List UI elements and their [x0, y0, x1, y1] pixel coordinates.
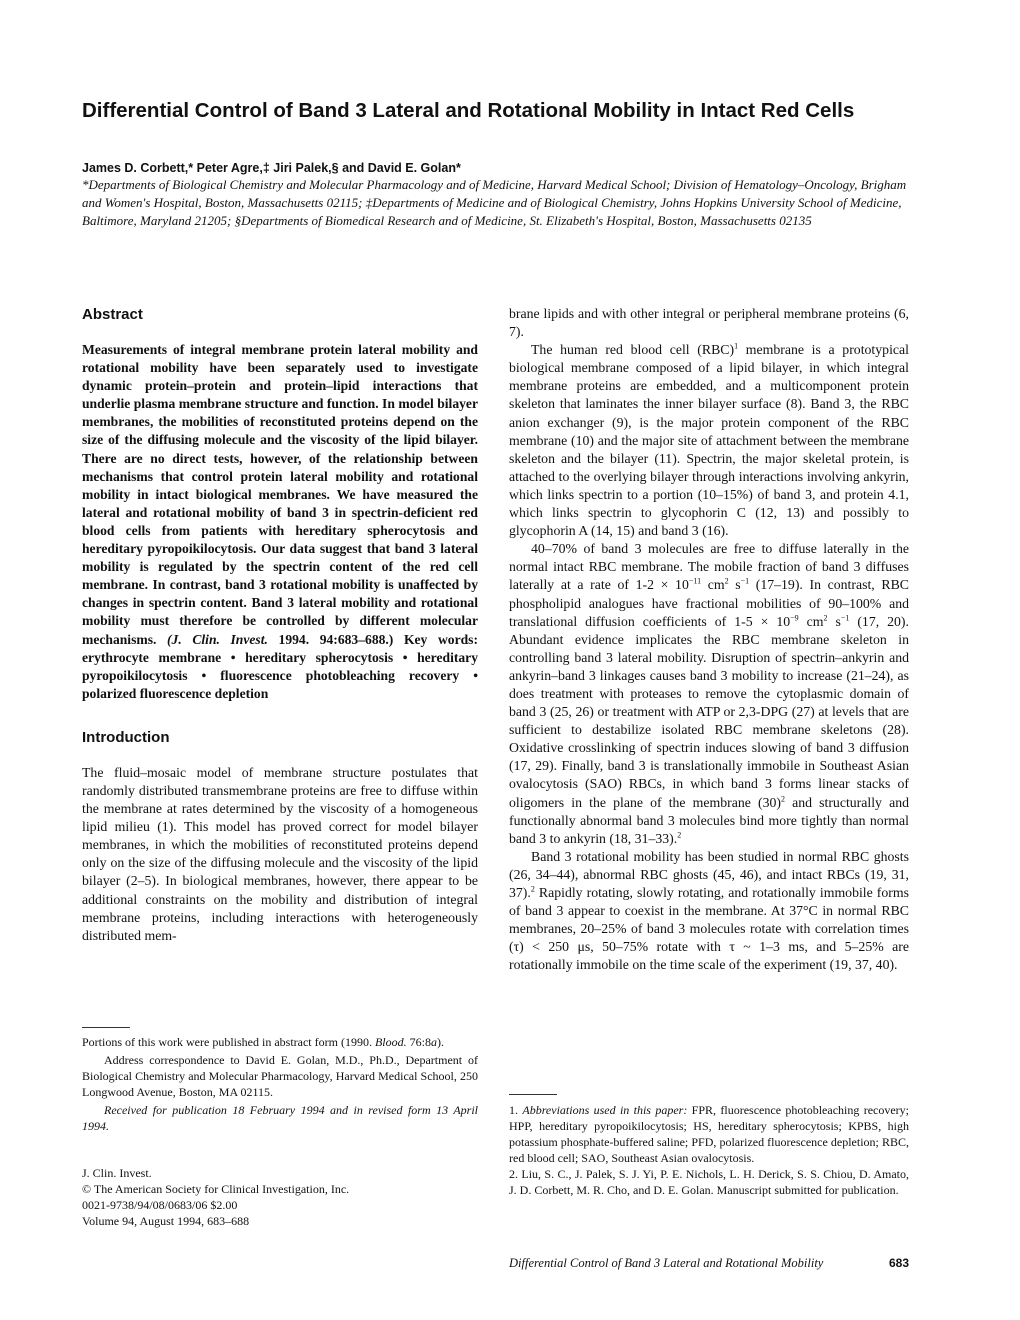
article-title: Differential Control of Band 3 Lateral and Rotational Mobility in Intact Red Cells: [82, 99, 855, 122]
abstract-text: [82, 341, 478, 703]
affiliations: *Departments of Biological Chemistry and Molecular Pharmacology and of Medicine, Harvard Medical School; Division of Hematology–Oncology, Brigham and Women's Hospital, Boston, Massachusetts 02115; ‡Departments of Medicine and of Biological Chemistry, Johns Hopkins University School of Medicine, Baltimore, Maryland 21205; §Departments of Biomedical Research and of Medicine, St. Elizabeth's Hospital, Boston, Massachusetts 02135: [82, 177, 907, 228]
issn-line: 0021-9738/94/08/0683/06 $2.00: [82, 1198, 238, 1212]
footnote-divider: [509, 1094, 557, 1095]
intro-paragraph: The fluid–mosaic model of membrane structure postulates that randomly distributed transmembrane proteins are free to diffuse within the membrane at rates determined by the viscosity of a homogeneous lipid milieu (1). This model has proved correct for model bilayer membranes, in which the mobilities of reconstituted proteins depend only on the size of the diffusing molecule and the viscosity of the lipid bilayer (2–5). In biological membranes, however, there appear to be additional constraints on the mobility and distribution of integral membrane proteins, including interactions with heterogeneously distributed mem-: [82, 764, 478, 943]
correspondence-note: Address correspondence to David E. Golan, M.D., Ph.D., Department of Biological Chemistry and Molecular Pharmacology, Harvard Medical School, 250 Longwood Avenue, Boston, MA 02115.: [82, 1053, 478, 1099]
volume-line: Volume 94, August 1994, 683–688: [82, 1214, 250, 1228]
rbc-membrane-paragraph: The human red blood cell (RBC)$^1$ membrane is a prototypical biological membrane composed of a lipid bilayer, in which integral membrane proteins are embedded, and a multicomponent protein skeleton that laminates the inner bilayer surface (8). Band 3, the RBC anion exchanger (9), is the major protein component of the RBC membrane (10) and the major site of attachment between the membrane skeleton and the bilayer (11). Spectrin, the major skeletal protein, is attached to the overlying bilayer through interactions involving ankyrin, which links spectrin to a portion (10–15%) of band 3, and protein 4.1, which links spectrin to glycophorin C (12, 13) and possibly to glycophorin A (14, 15) and band 3 (16).: [509, 341, 909, 539]
author-list: James D. Corbett,* Peter Agre,‡ Jiri Palek,§ and David E. Golan*: [82, 161, 461, 175]
abstract-citation-journal: (J. Clin. Invest.: [167, 631, 268, 647]
left-column: [82, 300, 478, 945]
left-footnotes: [82, 1027, 478, 1136]
abstract-heading: Abstract: [82, 306, 143, 323]
rotational-mobility-paragraph: Band 3 rotational mobility has been studied in normal RBC ghosts (26, 34–44), abnormal RBC ghosts (45, 46), and intact RBCs (19, 31, 37).$^2$ Rapidly rotating, slowly rotating, and rotationally immobile forms of band 3 appear to coexist in the membrane. At 37°C in normal RBC membranes, 20–25% of band 3 molecules rotate with correlation times (τ) < 250 μs, 50–75% rotate with τ ~ 1–3 ms, and 5–25% are rotationally immobile on the time scale of the experiment (19, 37, 40).: [509, 848, 909, 973]
copyright-line: © The American Society for Clinical Investigation, Inc.: [82, 1182, 350, 1196]
right-column: [509, 305, 909, 974]
footnote-manuscript: 2. Liu, S. C., J. Palek, S. J. Yi, P. E. Nichols, L. H. Derick, S. S. Chiou, D. Amato, J. D. Corbett, M. R. Cho, and D. E. Golan. Manuscript submitted for publication.: [509, 1167, 909, 1197]
right-footnotes: [509, 1094, 909, 1198]
abstract-keywords: Key words: erythrocyte membrane • hereditary spherocytosis • hereditary pyropoikilocytosis • fluorescence photobleaching recovery • polarized fluorescence depletion: [82, 631, 478, 701]
footnote-abbreviations: 1. Abbreviations used in this paper: FPR, fluorescence photobleaching recovery; HPP, hereditary pyropoikilocytosis; HS, hereditary spherocytosis; KPBS, high potassium phosphate-buffered saline; PFD, polarized fluorescence depletion; RBC, red blood cell; SAO, Southeast Asian ovalocytosis.: [509, 1103, 910, 1165]
journal-info: [82, 1165, 349, 1229]
footnote-divider: [82, 1027, 130, 1028]
abstract-body: Measurements of integral membrane protein lateral mobility and rotational mobility have been separately used to investigate dynamic protein–protein and protein–lipid interactions that underlie plasma membrane structure and function. In model bilayer membranes, the mobilities of reconstituted proteins depend on the size of the diffusing molecule and the viscosity of the lipid bilayer. There are no direct tests, however, of the relationship between mechanisms that control protein lateral mobility and rotational mobility in intact biological membranes. We have measured the lateral and rotational mobility of band 3 in spectrin-deficient red blood cells from patients with hereditary spherocytosis and hereditary pyropoikilocytosis. Our data suggest that band 3 lateral mobility is regulated by the spectrin content of the red cell membrane. In contrast, band 3 rotational mobility is unaffected by changes in spectrin content. Band 3 lateral mobility and rotational mobility must therefore be controlled by different molecular mechanisms.: [82, 342, 478, 647]
received-note: Received for publication 18 February 1994 and in revised form 13 April 1994.: [82, 1103, 478, 1133]
running-title: Differential Control of Band 3 Lateral and Rotational Mobility: [509, 1256, 824, 1270]
abstract-note: Portions of this work were published in abstract form (1990. Blood. 76:8a).: [82, 1035, 444, 1049]
abstract-citation-volume: 1994. 94:683–688.): [278, 631, 394, 647]
page-number: 683: [888, 1256, 909, 1270]
introduction-heading: Introduction: [82, 728, 170, 746]
lateral-mobility-paragraph: 40–70% of band 3 molecules are free to diffuse laterally in the normal intact RBC membrane. The mobile fraction of band 3 diffuses laterally at a rate of $1-2 \times 10^{-11}$ $cm^2$ $s^{-1}$ (17–19). In contrast, RBC phospholipid analogues have fractional mobilities of 90–100% and translational diffusion coefficients of $1-5 \times 10^{-9}$ $cm^2$ $s^{-1}$ (17, 20). Abundant evidence implicates the RBC membrane skeleton in controlling band 3 lateral mobility. Disruption of spectrin–ankyrin and ankyrin–band 3 linkages causes band 3 mobility to increase (21–24), as does treatment with proteases to remove the cytoplasmic domain of band 3 (25, 26) or treatment with ATP or 2,3-DPG (27) at levels that are sufficient to destabilize isolated RBC membrane skeletons (28). Oxidative crosslinking of spectrin induces slowing of band 3 diffusion (17, 29). Finally, band 3 is translationally immobile in Southeast Asian ovalocytosis (SAO) RBCs, in which band 3 forms linear stacks of oligomers in the plane of the membrane $(30)^2$ and structurally and functionally abnormal band 3 molecules bind more tightly than normal band 3 to ankyrin (18, 31–33).$^2$: [509, 541, 910, 846]
intro-paragraph-continued: brane lipids and with other integral or peripheral membrane proteins (6, 7).: [509, 306, 909, 340]
journal-name: J. Clin. Invest.: [82, 1166, 152, 1180]
